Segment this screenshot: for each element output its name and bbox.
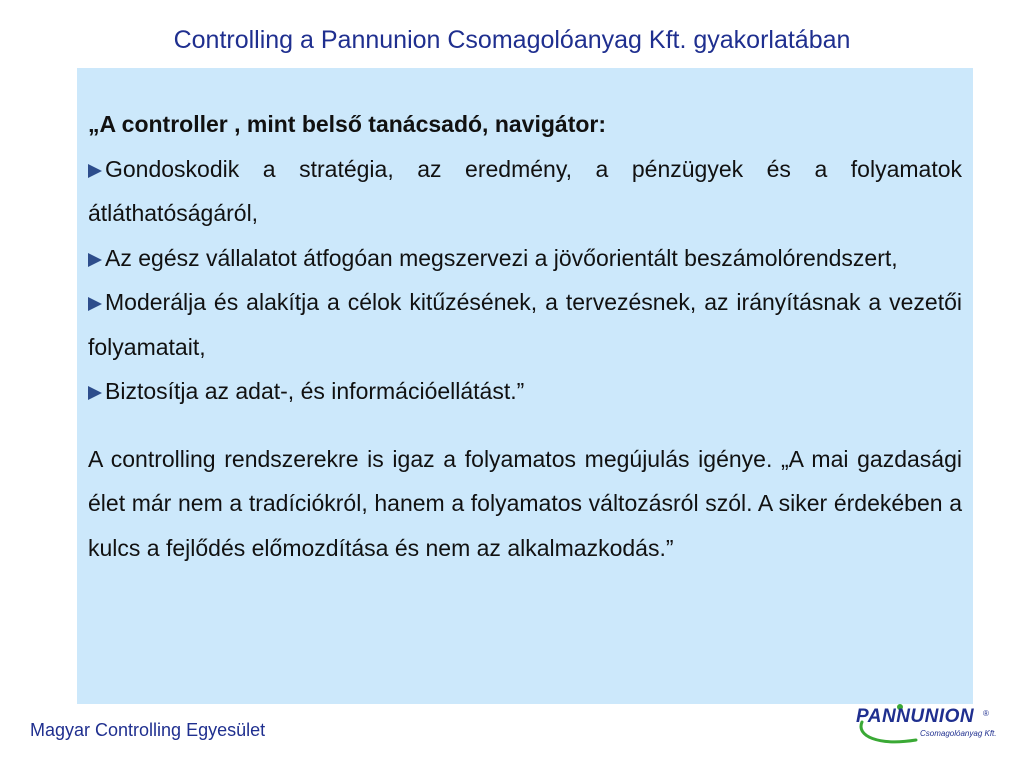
footer-organization: Magyar Controlling Egyesület bbox=[30, 720, 266, 740]
bullet-text: Moderálja és alakítja a célok kitűzésének, a tervezésnek, az irányításnak a vezetői folyamatait, bbox=[88, 289, 962, 360]
triangle-bullet-icon bbox=[88, 297, 102, 311]
logo-subtitle: Csomagolóanyag Kft. bbox=[920, 729, 997, 738]
logo-wordmark: PANNUNION bbox=[856, 706, 975, 727]
bullet-item bbox=[88, 147, 962, 236]
triangle-bullet-icon bbox=[88, 253, 102, 267]
slide-title: Controlling a Pannunion Csomagolóanyag Kft. gyakorlatában bbox=[173, 26, 851, 54]
pannunion-logo bbox=[848, 700, 998, 748]
bullet-text: Gondoskodik a stratégia, az eredmény, a pénzügyek és a folyamatok átláthatóságáról, bbox=[88, 155, 962, 226]
bullet-text: Az egész vállalatot átfogóan megszervezi a jövőorientált beszámolórendszert, bbox=[105, 244, 898, 271]
bullet-item bbox=[88, 280, 962, 369]
triangle-bullet-icon bbox=[88, 386, 102, 400]
logo-registered-mark: ® bbox=[983, 709, 989, 718]
content-box bbox=[77, 68, 973, 704]
bullet-item bbox=[88, 236, 962, 281]
body-paragraph: A controlling rendszerekre is igaz a folyamatos megújulás igénye. „A mai gazdasági élet már nem a tradíciókról, hanem a folyamatos változásról szól. A siker érdekében a kulcs a fejlődés előmozdítása és nem az alkalmazkodás.” bbox=[88, 445, 962, 561]
section-heading: „A controller , mint belső tanácsadó, navigátor: bbox=[88, 111, 607, 137]
bullet-text: Biztosítja az adat-, és információellátást.” bbox=[105, 378, 525, 404]
bullet-item bbox=[88, 369, 962, 414]
triangle-bullet-icon bbox=[88, 164, 102, 178]
